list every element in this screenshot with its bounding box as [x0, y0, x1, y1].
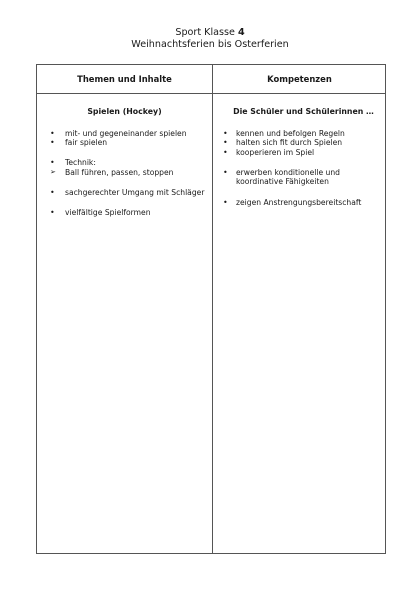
bullet-icon: •	[50, 138, 55, 148]
topics-cell	[37, 94, 212, 228]
topics-group-stick	[37, 188, 212, 198]
list-item: • sachgerechter Umgang mit Schläger	[50, 187, 205, 197]
header-class-number: 4	[237, 27, 245, 38]
list-item: • halten sich fit durch Spielen	[223, 138, 343, 148]
bullet-icon: •	[223, 197, 228, 207]
curriculum-table	[36, 64, 386, 554]
column-header-competencies: Kompetenzen	[267, 74, 332, 84]
list-item: • vielfältige Spielformen	[50, 208, 151, 218]
competencies-group-rules	[212, 129, 387, 158]
topics-subtitle: Spielen (Hockey)	[87, 107, 162, 116]
list-item: • erwerben konditionelle und koordinative Fähigkeiten	[223, 167, 341, 187]
bullet-icon: •	[223, 128, 228, 138]
document-header	[0, 27, 420, 51]
topics-group-play	[37, 129, 212, 148]
arrow-bullet-icon: ➢	[50, 167, 56, 176]
bullet-icon: •	[50, 208, 55, 218]
bullet-icon: •	[50, 128, 55, 138]
topics-group-technique	[37, 158, 212, 177]
competencies-group-effort	[212, 198, 387, 208]
column-header-topics: Themen und Inhalte	[77, 74, 172, 84]
header-period: Weihnachtsferien bis Osterferien	[131, 39, 289, 51]
list-item: • kennen und befolgen Regeln	[223, 128, 345, 138]
list-item: • mit- und gegeneinander spielen	[50, 128, 187, 138]
competencies-cell	[212, 94, 387, 218]
bullet-icon: •	[223, 138, 228, 148]
list-item: ➢ Ball führen, passen, stoppen	[50, 167, 174, 177]
bullet-icon: •	[50, 158, 55, 168]
bullet-icon: •	[50, 187, 55, 197]
bullet-icon: •	[223, 167, 228, 177]
competencies-subtitle: Die Schüler und Schülerinnen …	[233, 107, 374, 116]
list-item: • zeigen Anstrengungsbereitschaft	[223, 197, 362, 207]
header-line-class	[0, 27, 420, 39]
competencies-group-abilities	[212, 168, 387, 187]
list-item: • fair spielen	[50, 138, 108, 148]
header-class-label: Sport Klasse	[175, 27, 238, 38]
bullet-icon: •	[223, 147, 228, 157]
list-item: • Technik:	[50, 158, 96, 168]
list-item: • kooperieren im Spiel	[223, 147, 315, 157]
topics-group-forms	[37, 208, 212, 218]
